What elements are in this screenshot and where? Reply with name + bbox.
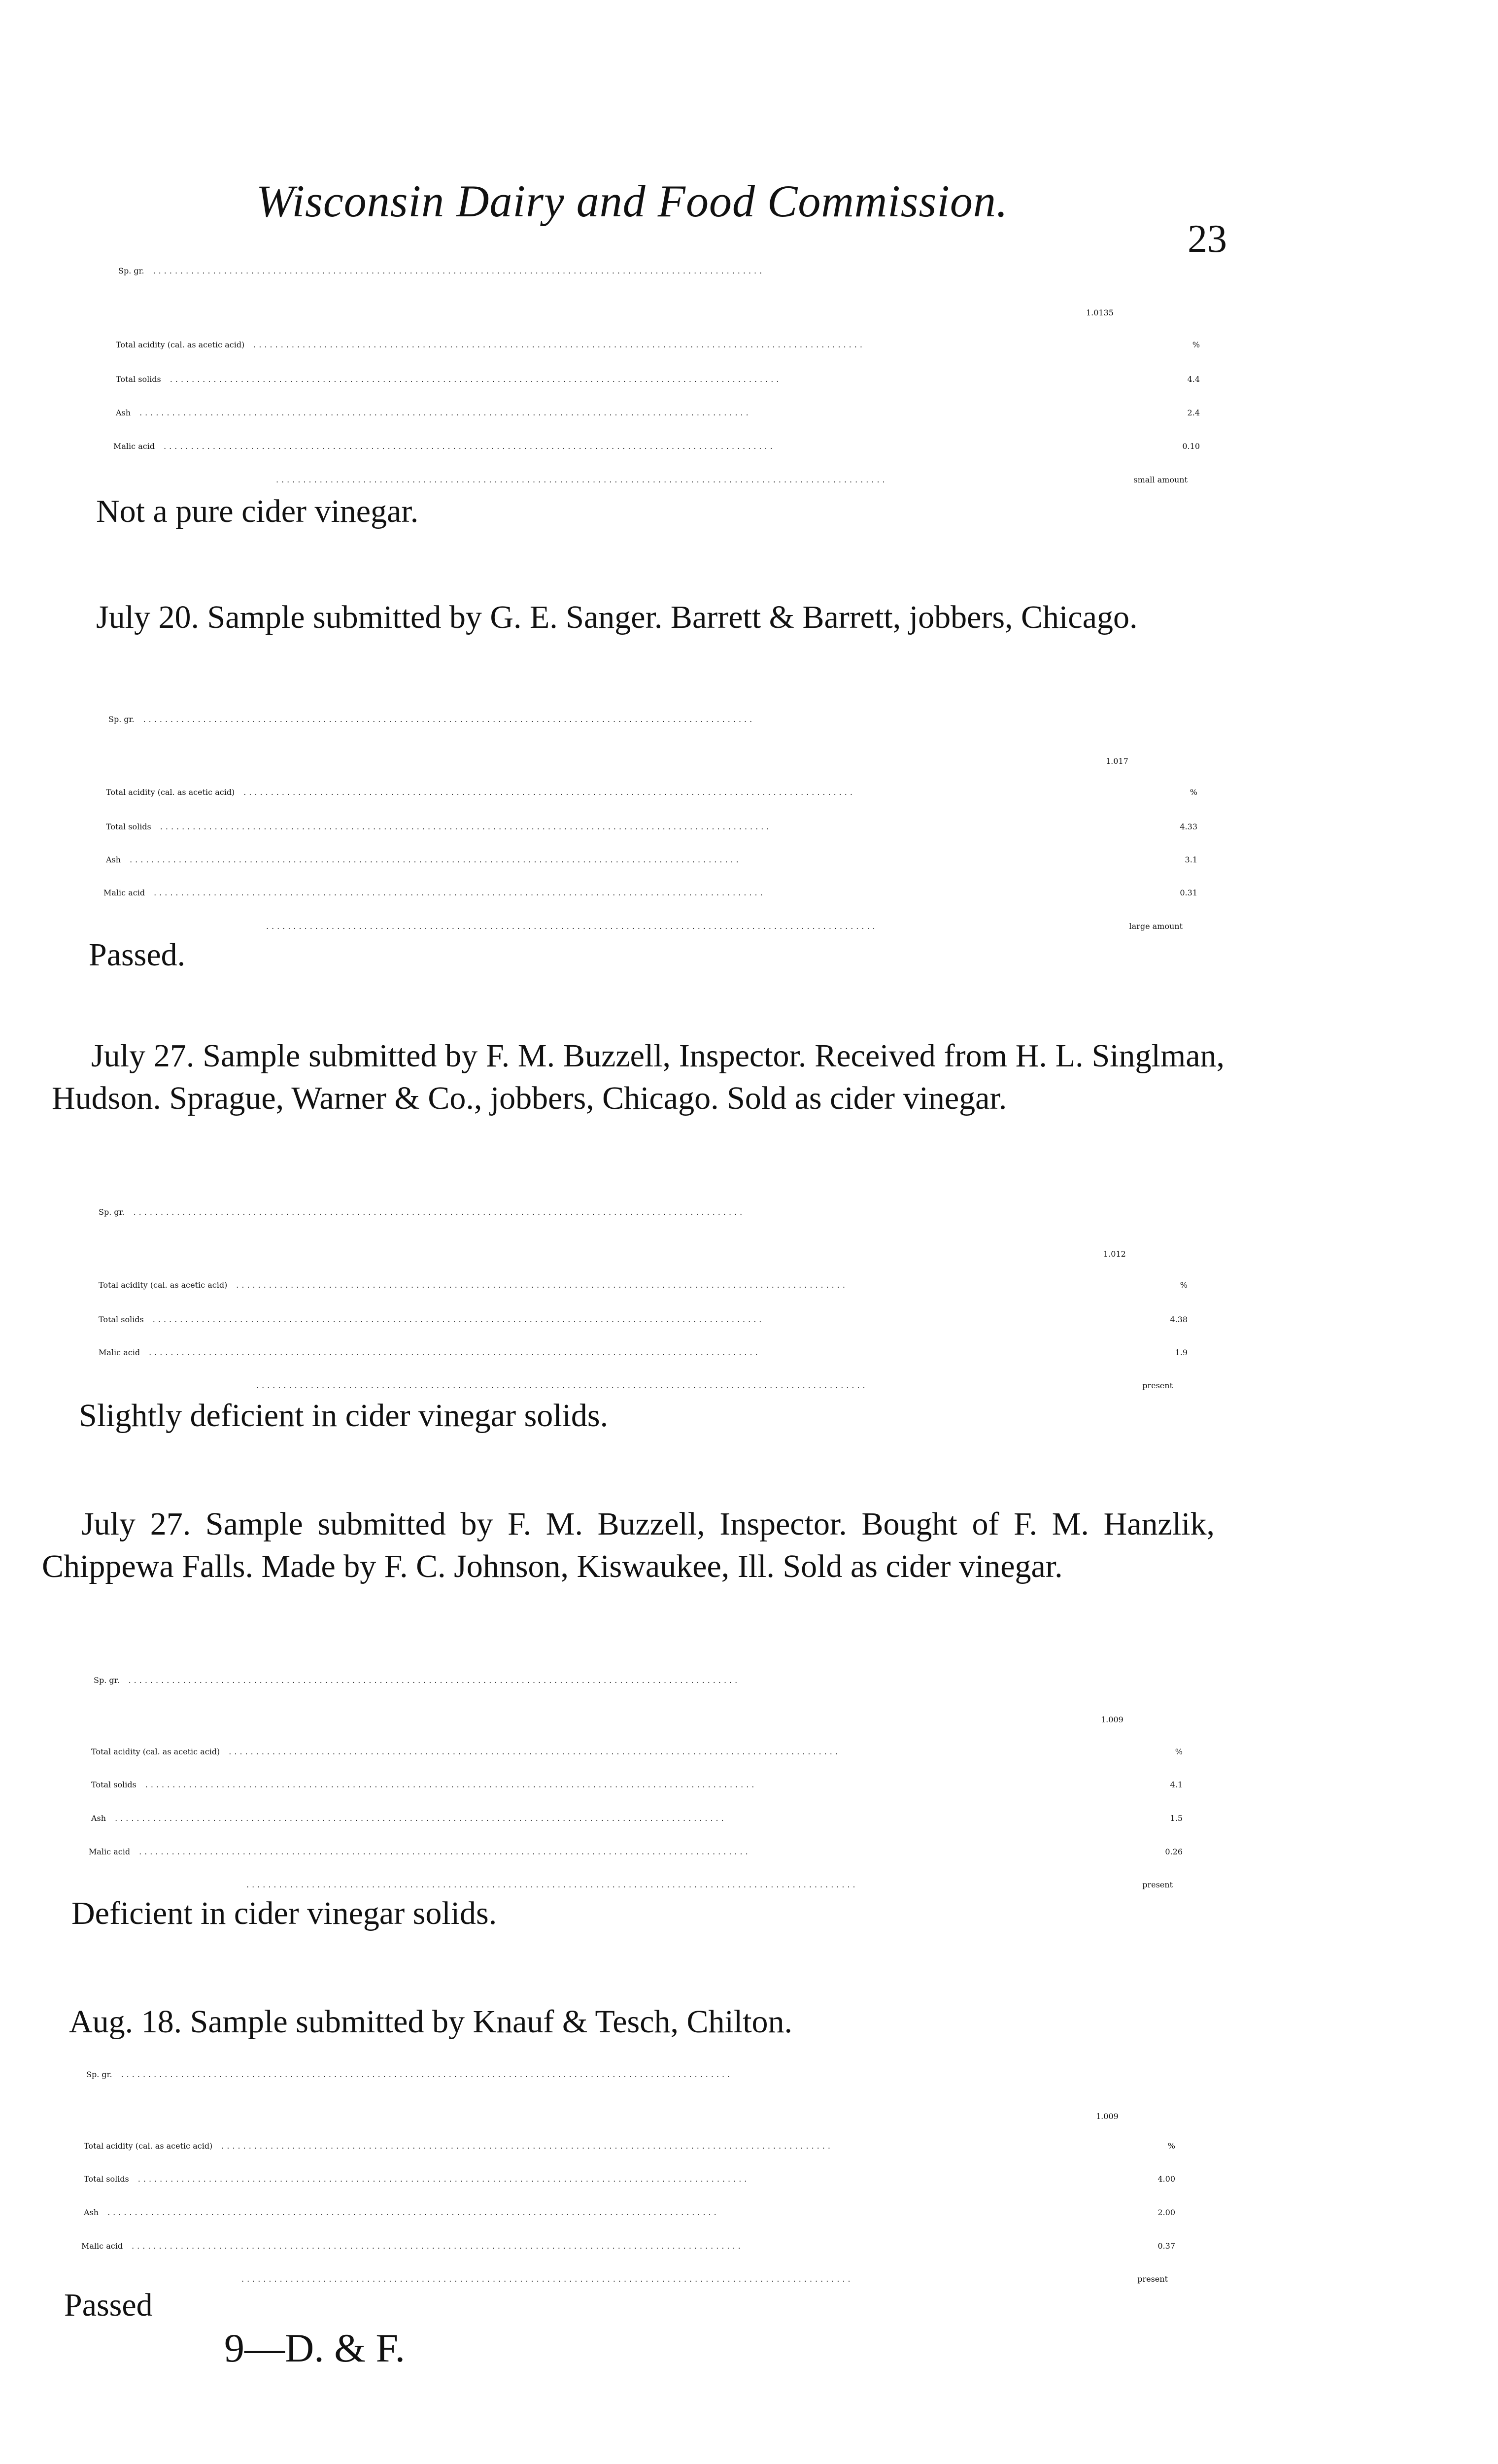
leader-dots: ................................................................................................................ [143, 715, 755, 724]
row-label: Malic acid [81, 2241, 123, 2251]
sample-intro [52, 1035, 1225, 1120]
leader-dots: ................................................................................................................ [152, 1315, 765, 1324]
verdict: Deficient in cider vinegar solids. [71, 1895, 497, 1931]
leader-dots: ................................................................................................................ [221, 2141, 833, 2151]
leader-dots: ................................................................................................................ [107, 2208, 719, 2217]
row-value: present [1142, 1880, 1173, 1889]
row-value: % [1167, 2141, 1175, 2151]
row-total-solids [116, 375, 1200, 384]
sample-intro [57, 596, 1229, 639]
row-label: Total solids [116, 375, 161, 384]
row-value: % [1190, 787, 1197, 797]
sample-intro-text: July 27. Sample submitted by F. M. Buzzell, Inspector. Bought of F. M. Hanzlik, Chippewa Falls. Made by F. C. Johnson, Kiswaukee, Ill. Sold as cider vinegar. [42, 1506, 1215, 1584]
row-value: 0.26 [1165, 1847, 1183, 1856]
leader-dots: ................................................................................................................ [236, 1280, 848, 1290]
leader-dots: ................................................................................................................ [160, 822, 772, 831]
leader-dots: ................................................................................................................ [266, 922, 878, 931]
row-label: Total acidity (cal. as acetic acid) [91, 1747, 220, 1756]
row-value: 1.017 [1106, 756, 1128, 766]
row-label: Sp. gr. [86, 2070, 112, 2079]
row-value: 4.4 [1187, 375, 1200, 384]
row-value: 4.00 [1158, 2174, 1175, 2184]
sample-intro [69, 2001, 1242, 2043]
row-value: 4.1 [1170, 1780, 1183, 1789]
leader-dots: ................................................................................................................ [133, 1207, 746, 1217]
row-ash [106, 855, 1197, 864]
row-sp-gr [108, 715, 1192, 724]
row-value: 1.9 [1175, 1348, 1188, 1357]
row-sp-gr-value [1099, 756, 1128, 766]
row-sp-gr-value [1096, 1249, 1126, 1259]
leader-dots: ................................................................................................................ [132, 2241, 744, 2251]
row-total-solids [84, 2174, 1175, 2184]
row-malic-note [256, 1381, 1173, 1390]
page-number: 23 [1188, 217, 1227, 261]
row-label: Total acidity (cal. as acetic acid) [116, 340, 245, 349]
row-value: 1.012 [1103, 1249, 1126, 1259]
row-label: Malic acid [89, 1847, 131, 1856]
row-malic-note [241, 2274, 1168, 2284]
verdict: Slightly deficient in cider vinegar solids. [79, 1398, 609, 1434]
leader-dots: ................................................................................................................ [241, 2274, 853, 2284]
row-malic-acid [81, 2241, 1175, 2251]
row-label: Malic acid [99, 1348, 140, 1357]
row-label: Ash [84, 2208, 99, 2217]
row-sp-gr [118, 266, 1202, 275]
row-value: 4.33 [1180, 822, 1197, 831]
row-sp-gr [86, 2070, 1170, 2079]
row-ash [91, 1814, 1183, 1823]
row-label: Sp. gr. [118, 266, 144, 275]
leader-dots: ................................................................................................................ [139, 408, 751, 417]
row-value: % [1180, 1280, 1188, 1290]
row-label: Total acidity (cal. as acetic acid) [99, 1280, 228, 1290]
row-value: 1.0135 [1086, 308, 1114, 317]
row-ash [84, 2208, 1175, 2217]
row-label: Total solids [91, 1780, 136, 1789]
sample-intro-text: Aug. 18. Sample submitted by Knauf & Tesch, Chilton. [69, 2004, 793, 2040]
row-total-solids [91, 1780, 1183, 1789]
row-malic-acid [89, 1847, 1183, 1856]
row-value: large amount [1129, 922, 1183, 931]
leader-dots: ................................................................................................................ [246, 1880, 858, 1889]
row-label: Ash [106, 855, 121, 864]
row-value: % [1192, 340, 1200, 349]
row-malic-note [266, 922, 1183, 931]
row-sp-gr-value [1089, 2112, 1119, 2121]
verdict: Passed [64, 2287, 153, 2323]
row-malic-note [246, 1880, 1173, 1889]
row-label: Total acidity (cal. as acetic acid) [106, 787, 235, 797]
leader-dots: ................................................................................................................ [229, 1747, 841, 1756]
leader-dots: ................................................................................................................ [243, 787, 855, 797]
leader-dots: ................................................................................................................ [115, 1814, 727, 1823]
row-label: Malic acid [103, 888, 145, 897]
row-label: Malic acid [113, 442, 155, 451]
running-title: Wisconsin Dairy and Food Commission. [256, 176, 1008, 226]
row-label: Total solids [99, 1315, 144, 1324]
leader-dots: ................................................................................................................ [253, 340, 865, 349]
row-total-solids [99, 1315, 1188, 1324]
row-total-acidity [91, 1747, 1183, 1756]
row-label: Ash [91, 1814, 106, 1823]
verdict: Not a pure cider vinegar. [96, 493, 419, 529]
leader-dots: ................................................................................................................ [276, 475, 888, 484]
leader-dots: ................................................................................................................ [139, 1847, 751, 1856]
leader-dots: ................................................................................................................ [149, 1348, 761, 1357]
row-sp-gr [94, 1676, 1178, 1685]
leader-dots: ................................................................................................................ [137, 2174, 750, 2184]
row-label: Ash [116, 408, 131, 417]
leader-dots: ................................................................................................................ [170, 375, 782, 384]
row-value: % [1175, 1747, 1183, 1756]
leader-dots: ................................................................................................................ [153, 266, 765, 275]
row-sp-gr-value [1079, 308, 1114, 317]
row-value: small amount [1133, 475, 1188, 484]
row-value: 1.009 [1101, 1715, 1124, 1724]
row-value: present [1137, 2274, 1168, 2284]
leader-dots: ................................................................................................................ [130, 855, 742, 864]
row-value: 4.38 [1170, 1315, 1188, 1324]
row-value: 0.31 [1180, 888, 1197, 897]
leader-dots: ................................................................................................................ [128, 1676, 741, 1685]
row-total-acidity [84, 2141, 1175, 2151]
row-value: 0.37 [1158, 2241, 1175, 2251]
row-value: present [1142, 1381, 1173, 1390]
row-malic-acid [99, 1348, 1188, 1357]
row-value: 2.4 [1187, 408, 1200, 417]
sample-intro-text: July 27. Sample submitted by F. M. Buzzell, Inspector. Received from H. L. Singlman, Hudson. Sprague, Warner & Co., jobbers, Chicago. Sold as cider vinegar. [52, 1038, 1225, 1116]
sample-intro-text: July 20. Sample submitted by G. E. Sanger. Barrett & Barrett, jobbers, Chicago. [96, 599, 1138, 635]
sample-intro [42, 1503, 1215, 1588]
row-label: Sp. gr. [108, 715, 135, 724]
row-label: Total solids [106, 822, 151, 831]
row-value: 0.10 [1182, 442, 1200, 451]
row-sp-gr [99, 1207, 1183, 1217]
leader-dots: ................................................................................................................ [121, 2070, 733, 2079]
row-total-acidity [106, 787, 1197, 797]
leader-dots: ................................................................................................................ [164, 442, 776, 451]
row-malic-acid [103, 888, 1197, 897]
row-sp-gr-value [1094, 1715, 1124, 1724]
leader-dots: ................................................................................................................ [145, 1780, 757, 1789]
row-label: Total acidity (cal. as acetic acid) [84, 2141, 213, 2151]
row-value: 3.1 [1185, 855, 1197, 864]
signature-mark: 9—D. & F. [224, 2326, 406, 2370]
row-total-solids [106, 822, 1197, 831]
row-value: 1.009 [1096, 2112, 1119, 2121]
row-total-acidity [99, 1280, 1188, 1290]
row-label: Total solids [84, 2174, 129, 2184]
row-ash [116, 408, 1200, 417]
row-value: 1.5 [1170, 1814, 1183, 1823]
row-label: Sp. gr. [99, 1207, 125, 1217]
leader-dots: ................................................................................................................ [256, 1381, 868, 1390]
row-malic-acid [113, 442, 1200, 451]
row-value: 2.00 [1158, 2208, 1175, 2217]
row-total-acidity [116, 340, 1200, 349]
verdict: Passed. [89, 937, 186, 973]
row-malic-note [276, 475, 1188, 484]
row-label: Sp. gr. [94, 1676, 120, 1685]
leader-dots: ................................................................................................................ [154, 888, 766, 897]
